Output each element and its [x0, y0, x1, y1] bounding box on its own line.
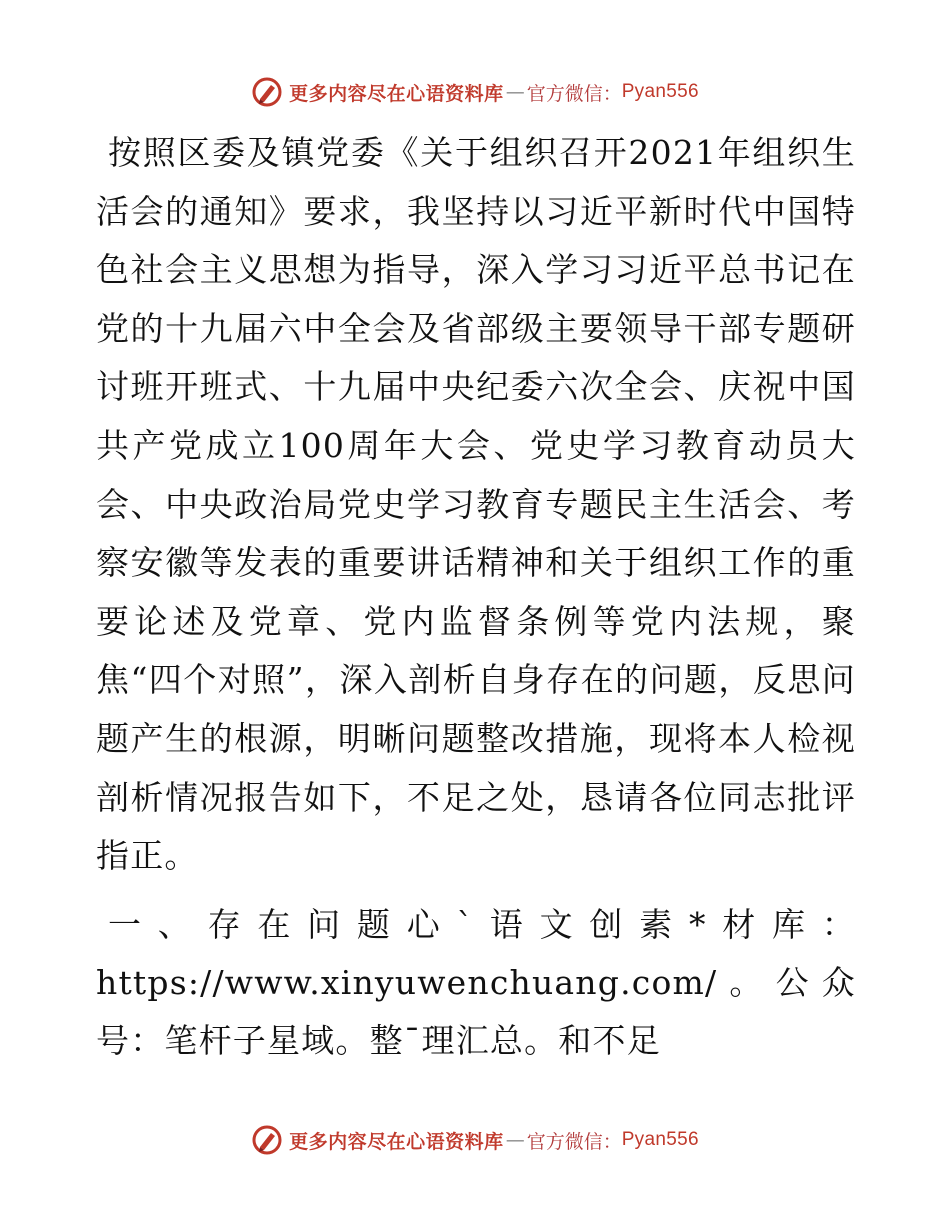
banner-main-text: 更多内容尽在心语资料库 — [289, 1130, 504, 1153]
pen-logo-icon — [251, 76, 283, 108]
intro-paragraph: 按照区委及镇党委《关于组织召开2021年组织生活会的通知》要求，我坚持以习近平新时代中国特色社会主义思想为指导，深入学习习近平总书记在党的十九届六中全会及省部级主要领导干部专题研讨班开班式、十九届中央纪委六次全会、庆祝中国共产党成立100周年大会、党史学习教育动员大会、中央政治局党史学习教育专题民主生活会、考察安徽等发表的重要讲话精神和关于组织工作的重要论述及党章、党内监督条例等党内法规，聚焦“四个对照”，深入剖析自身存在的问题，反思问题产生的根源，明晰问题整改措施，现将本人检视剖析情况报告如下，不足之处，恳请各位同志批评指正。 — [96, 133, 856, 876]
banner-wechat-id: Pyan556 — [621, 81, 699, 102]
header-watermark-banner — [0, 72, 950, 112]
banner-wechat-label: 官方微信： — [526, 82, 622, 105]
footer-watermark-banner — [0, 1120, 950, 1160]
banner-wechat-id: Pyan556 — [621, 1129, 699, 1150]
banner-separator: — — [505, 1129, 525, 1151]
banner-separator: — — [505, 81, 525, 103]
section-heading: 一、存在问题心`语文创素*材库：https://www.xinyuwenchuang.com/。公众号：笔杆子星域。整¯理汇总。和不足 — [96, 905, 856, 1060]
pen-logo-icon — [251, 1124, 283, 1156]
banner-wechat-label: 官方微信： — [526, 1130, 622, 1153]
banner-main-text: 更多内容尽在心语资料库 — [289, 82, 504, 105]
